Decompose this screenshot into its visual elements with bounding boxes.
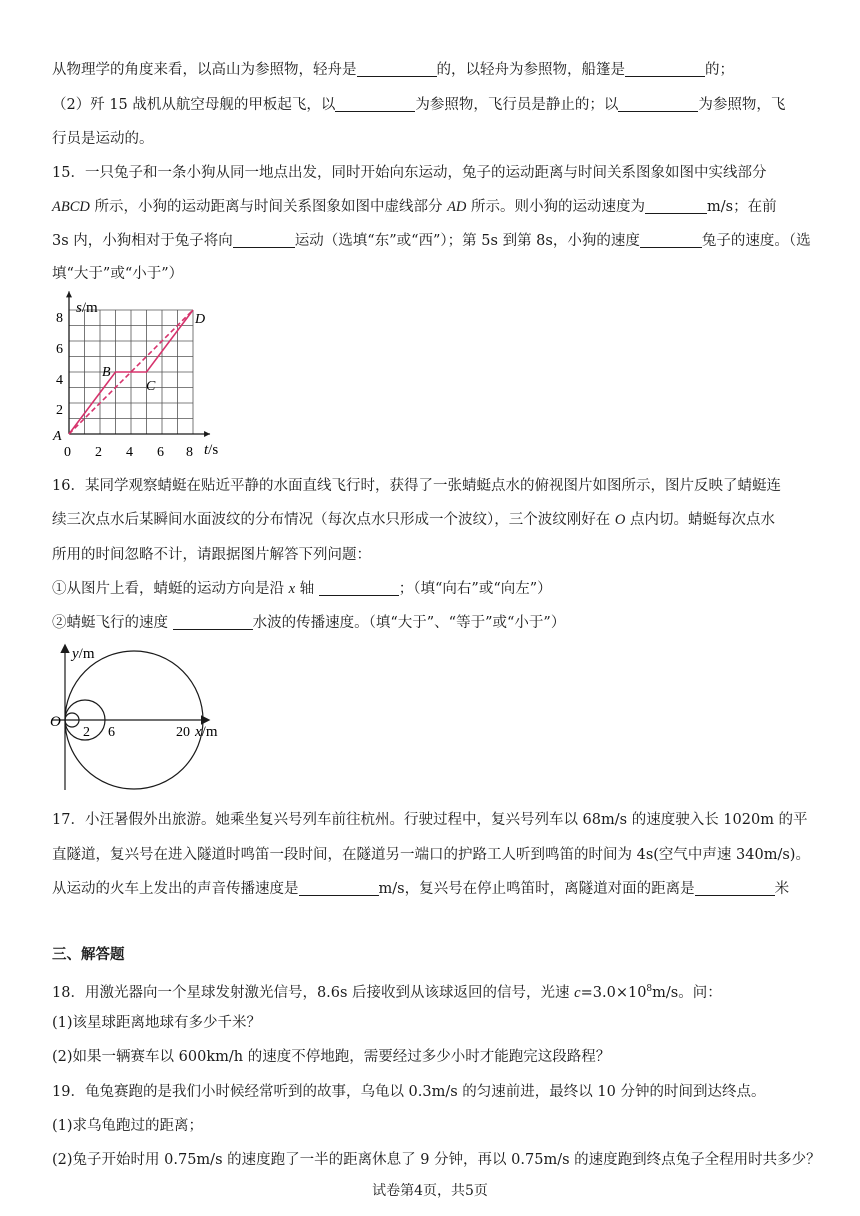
q15-line1 — [52, 163, 766, 183]
text: ；（填“向右”或“向左”） — [398, 581, 552, 597]
text: O — [614, 512, 626, 528]
q19-line2 — [52, 1116, 203, 1136]
text: (2)如果一辆赛车以 600km/h 的速度不停地跑，需要经过多少小时才能跑完这段路程？ — [52, 1049, 611, 1065]
answer-blank[interactable] — [640, 233, 702, 248]
text: 17．小汪暑假外出旅游。她乘坐复兴号列车前往杭州。行驶过程中，复兴号列车以 68m/s 的速度驶入长 1020m 的平 — [52, 812, 808, 828]
text: ②蜻蜓飞行的速度 — [52, 615, 173, 631]
q16-line2 — [52, 510, 775, 530]
section-title: 三、解答题 — [52, 946, 125, 963]
q18-line2 — [52, 1013, 261, 1033]
x-tick-6: 6 — [157, 445, 164, 460]
ripple-diagram — [50, 640, 260, 792]
point-label-D: D — [195, 312, 206, 327]
tick-20: 20 — [176, 725, 190, 740]
answer-blank[interactable] — [173, 615, 253, 630]
text: （2）歼 15 战机从航空母舰的甲板起飞，以 — [52, 97, 336, 113]
superscript: 8 — [646, 984, 653, 994]
text: 所用的时间忽略不计，请跟据图片解答下列问题： — [52, 547, 371, 563]
q14-line3 — [52, 129, 154, 149]
text: ABCD — [52, 199, 90, 215]
x-axis-label: x/m — [195, 724, 218, 740]
y-axis-label: y/m — [72, 646, 95, 662]
text: =3.0×10 — [580, 985, 647, 1001]
text: 填“大于”或“小于”） — [52, 266, 184, 282]
x-axis-label: t/s — [204, 442, 219, 458]
text: 15．一只兔子和一条小狗从同一地点出发，同时开始向东运动，兔子的运动距离与时间关系图象如图中实线部分 — [52, 165, 767, 181]
q15-line3 — [52, 231, 811, 251]
q16-line1 — [52, 476, 781, 496]
q15-line4 — [52, 264, 183, 284]
text: 直隧道，复兴号在进入隧道时鸣笛一段时间，在隧道另一端口的护路工人听到鸣笛的时间为 4s(空气中声速 340m/s)。 — [52, 847, 810, 863]
answer-blank[interactable] — [625, 62, 705, 77]
text: 为参照物，飞行员是静止的；以 — [415, 97, 619, 113]
answer-blank[interactable] — [695, 881, 775, 896]
s-t-graph — [44, 290, 284, 460]
point-label-B: B — [102, 365, 111, 380]
q18-line3 — [52, 1047, 610, 1067]
q17-line3 — [52, 879, 789, 899]
point-label-C: C — [146, 379, 156, 394]
x-tick-0: 0 — [64, 445, 71, 460]
page-footer: 试卷第4页，共5页 — [372, 1183, 488, 1199]
text: AD — [447, 199, 467, 215]
answer-blank[interactable] — [233, 233, 295, 248]
text: m/s。问： — [652, 985, 722, 1001]
text: 轴 — [295, 581, 319, 597]
text: 18．用激光器向一个星球发射激光信号，8.6s 后接收到从该球返回的信号，光速 — [52, 985, 575, 1001]
point-label-A: A — [53, 429, 62, 444]
answer-blank[interactable] — [618, 97, 698, 112]
y-tick-2: 2 — [56, 403, 63, 418]
q17-line1 — [52, 810, 808, 830]
answer-blank[interactable] — [645, 199, 707, 214]
text: 所示。则小狗的运动速度为 — [466, 199, 646, 215]
text: (2)兔子开始时用 0.75m/s 的速度跑了一半的距离休息了 9 分钟，再以 0.75m/s 的速度跑到终点兔子全程用时共多少？ — [52, 1152, 821, 1168]
x-tick-4: 4 — [126, 445, 133, 460]
y-axis-label: s/m — [76, 300, 98, 316]
text: x — [288, 581, 296, 597]
text: 为参照物，飞 — [698, 97, 786, 113]
text: 续三次点水后某瞬间水面波纹的分布情况（每次点水只形成一个波纹），三个波纹刚好在 — [52, 512, 615, 528]
answer-blank[interactable] — [357, 62, 437, 77]
text: 从物理学的角度来看，以高山为参照物，轻舟是 — [52, 62, 357, 78]
text: m/s，复兴号在停止鸣笛时，离隧道对面的距离是 — [378, 881, 695, 897]
q15-line2 — [52, 197, 777, 217]
text: c — [574, 985, 581, 1001]
text: 19．龟兔赛跑的是我们小时候经常听到的故事，乌龟以 0.3m/s 的匀速前进，最终以 10 分钟的时间到达终点。 — [52, 1084, 766, 1100]
text: 3s 内，小狗相对于兔子将向 — [52, 233, 233, 249]
y-tick-4: 4 — [56, 373, 63, 388]
y-axis-arrow — [66, 291, 72, 297]
tick-2: 2 — [83, 725, 90, 740]
text: 点内切。蜻蜓每次点水 — [625, 512, 775, 528]
text: 运动（选填“东”或“西”）；第 5s 到第 8s，小狗的速度 — [294, 233, 640, 249]
q14-line1 — [52, 60, 734, 80]
text: m/s；在前 — [707, 199, 777, 215]
q16-line4 — [52, 579, 552, 599]
origin-label: O — [50, 714, 61, 730]
text: 兔子的速度。（选 — [701, 233, 811, 249]
text: 的； — [705, 62, 734, 78]
text: 行员是运动的。 — [52, 131, 154, 147]
text: 16．某同学观察蜻蜓在贴近平静的水面直线飞行时，获得了一张蜻蜓点水的俯视图片如图所示，图片反映了蜻蜓连 — [52, 478, 781, 494]
answer-blank[interactable] — [319, 581, 399, 596]
q14-line2 — [52, 95, 785, 115]
x-axis-arrow — [204, 431, 210, 437]
text: 所示，小狗的运动距离与时间关系图象如图中虚线部分 — [89, 199, 448, 215]
x-tick-8: 8 — [186, 445, 193, 460]
tick-6: 6 — [108, 725, 115, 740]
answer-blank[interactable] — [335, 97, 415, 112]
q16-line5 — [52, 613, 565, 633]
text: 从运动的火车上发出的声音传播速度是 — [52, 881, 299, 897]
text: 米 — [774, 881, 790, 897]
q18-line1 — [52, 979, 722, 1003]
q19-line3 — [52, 1150, 821, 1170]
x-tick-2: 2 — [95, 445, 102, 460]
text: 水波的传播速度。（填“大于”、“等于”或“小于”） — [252, 615, 566, 631]
text: ①从图片上看，蜻蜓的运动方向是沿 — [52, 581, 289, 597]
text: (1)该星球距离地球有多少千米？ — [52, 1015, 262, 1031]
q16-line3 — [52, 545, 371, 565]
q19-line1 — [52, 1082, 765, 1102]
text: (1)求乌龟跑过的距离； — [52, 1118, 204, 1134]
q17-line2 — [52, 845, 810, 865]
y-tick-6: 6 — [56, 342, 63, 357]
text: 的，以轻舟为参照物，船篷是 — [436, 62, 625, 78]
answer-blank[interactable] — [299, 881, 379, 896]
y-tick-8: 8 — [56, 311, 63, 326]
